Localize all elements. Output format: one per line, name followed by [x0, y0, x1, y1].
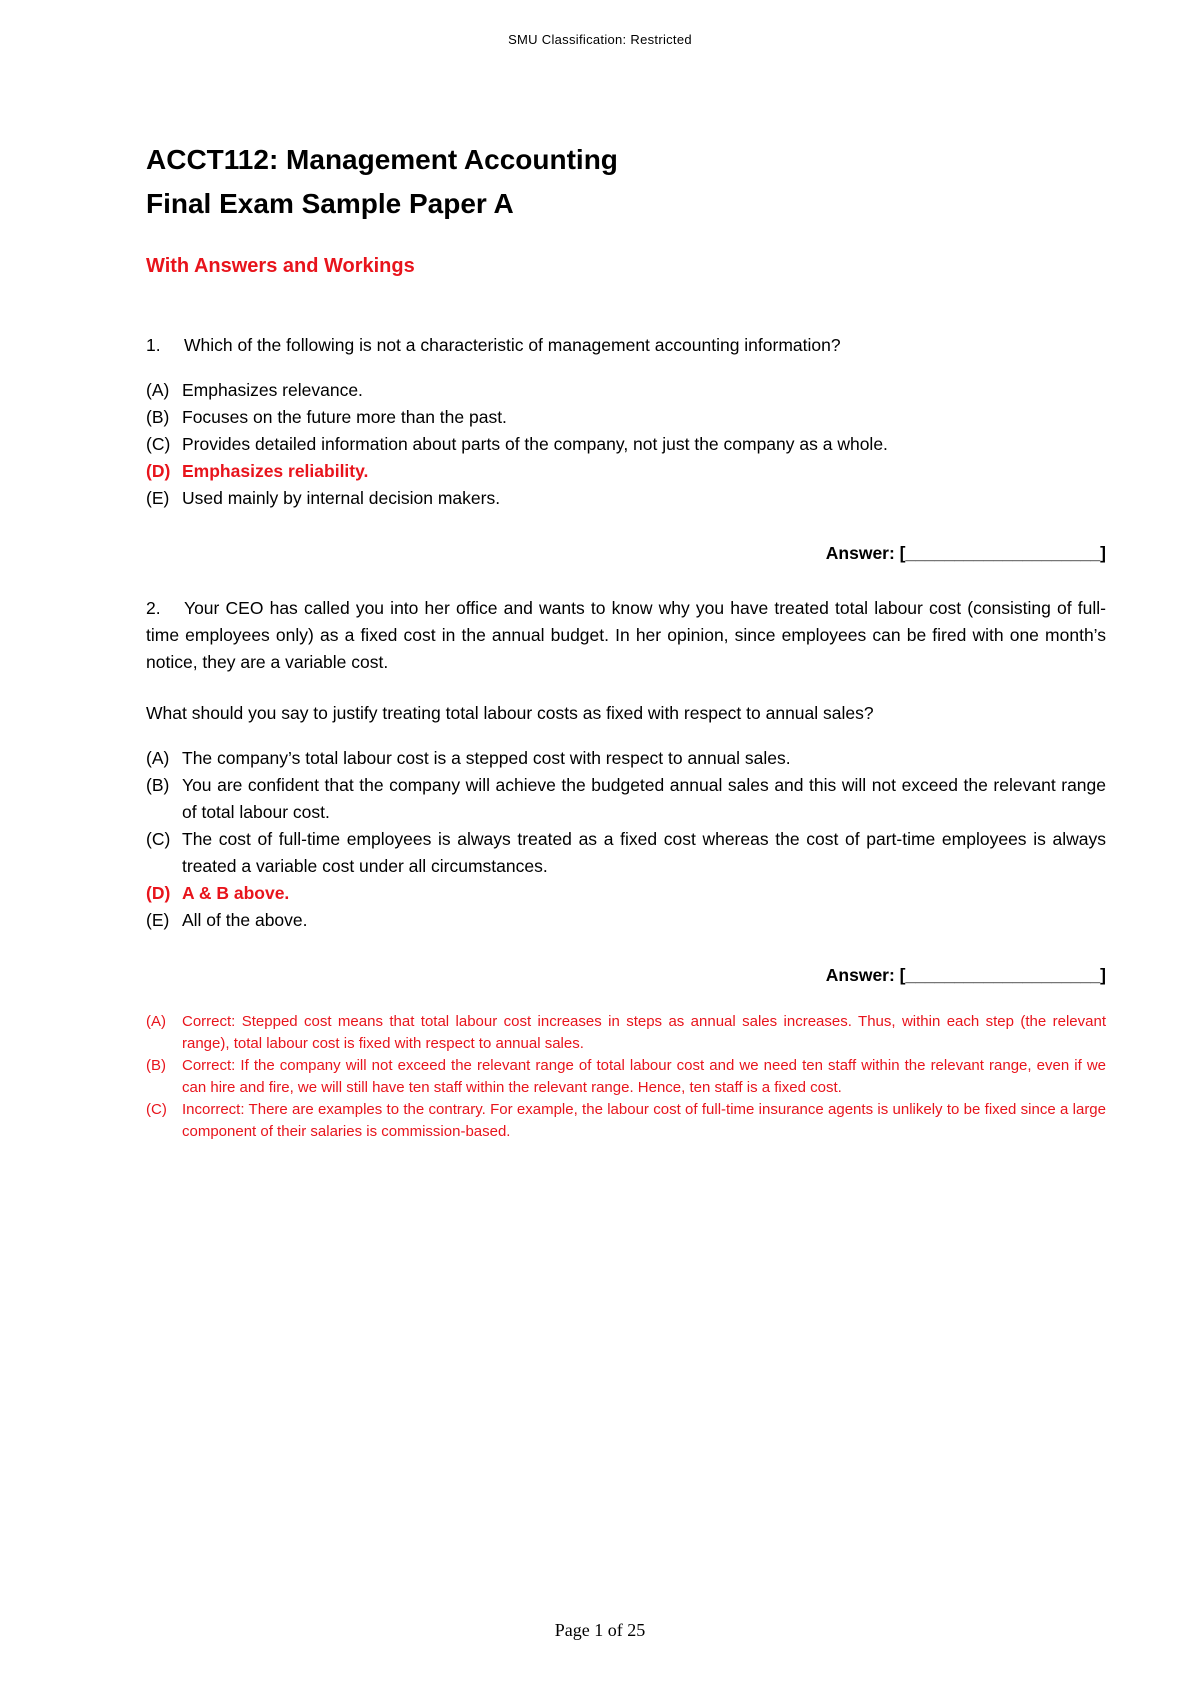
document-body: [146, 138, 1106, 1143]
working-text: Incorrect: There are examples to the contrary. For example, the labour cost of full-time insurance agents is unlikely to be fixed since a large component of their salaries is commission-based.: [182, 1101, 1106, 1140]
option-e: [146, 485, 1106, 512]
option-letter: (B): [146, 775, 170, 795]
option-e: [146, 907, 1106, 934]
question-number: 2.: [146, 598, 161, 618]
option-letter: (C): [146, 829, 171, 849]
option-letter: (E): [146, 488, 170, 508]
question-text: Your CEO has called you into her office and wants to know why you have treated total labour cost (consisting of full-time employees only) as a fixed cost in the annual budget. In her opinion, since employees can be fired with one month’s notice, they are a variable cost.: [146, 598, 1106, 672]
option-text: The cost of full-time employees is always treated as a fixed cost whereas the cost of part-time employees is always treated a variable cost under all circumstances.: [182, 829, 1106, 876]
option-a: [146, 745, 1106, 772]
classification-header: SMU Classification: Restricted: [508, 32, 692, 47]
answers-subtitle: With Answers and Workings: [146, 255, 415, 277]
option-text: The company’s total labour cost is a stepped cost with respect to annual sales.: [182, 748, 791, 768]
option-letter: (C): [146, 434, 171, 454]
question-2-prompt: What should you say to justify treating total labour costs as fixed with respect to annual sales?: [146, 703, 874, 723]
exam-title: Final Exam Sample Paper A: [146, 188, 514, 219]
option-text: All of the above.: [182, 910, 308, 930]
option-letter: (E): [146, 910, 170, 930]
working-c: [146, 1099, 1106, 1143]
working-a: [146, 1011, 1106, 1055]
option-text: Emphasizes relevance.: [182, 380, 363, 400]
option-text: Focuses on the future more than the past.: [182, 407, 507, 427]
option-letter: (B): [146, 407, 170, 427]
working-b: [146, 1055, 1106, 1099]
option-c: [146, 431, 1106, 458]
option-c: [146, 826, 1106, 880]
option-text: Emphasizes reliability.: [182, 461, 369, 481]
option-b: [146, 772, 1106, 826]
page-number: Page 1 of 25: [554, 1620, 646, 1640]
option-d-correct: [146, 880, 1106, 907]
option-letter: (A): [146, 380, 170, 400]
question-1: [146, 332, 1106, 359]
option-a: [146, 377, 1106, 404]
option-text: Provides detailed information about parts of the company, not just the company as a whole.: [182, 434, 888, 454]
option-d-correct: [146, 458, 1106, 485]
question-2: [146, 595, 1106, 676]
working-letter: (C): [146, 1101, 167, 1118]
answer-blank-2: Answer: [____________________]: [825, 965, 1106, 985]
option-text: Used mainly by internal decision makers.: [182, 488, 501, 508]
working-letter: (A): [146, 1013, 166, 1030]
working-text: Correct: Stepped cost means that total labour cost increases in steps as annual sales increases. Thus, within each step (the relevant range), total labour cost is fixed with respect to annual sales.: [182, 1013, 1106, 1052]
option-b: [146, 404, 1106, 431]
question-1-options: [146, 377, 1106, 512]
question-2-options: [146, 745, 1106, 934]
option-letter: (D): [146, 461, 171, 481]
answer-blank-1: Answer: [____________________]: [825, 543, 1106, 563]
question-2-workings: [146, 1011, 1106, 1143]
working-letter: (B): [146, 1057, 166, 1074]
course-title: ACCT112: Management Accounting: [146, 144, 618, 175]
option-letter: (A): [146, 748, 170, 768]
option-letter: (D): [146, 883, 171, 903]
option-text: You are confident that the company will achieve the budgeted annual sales and this will not exceed the relevant range of total labour cost.: [182, 775, 1106, 822]
option-text: A & B above.: [182, 883, 290, 903]
working-text: Correct: If the company will not exceed the relevant range of total labour cost and we need ten staff within the relevant range, even if we can hire and fire, we will still have ten staff within the relevant range. Hence, ten staff is a fixed cost.: [182, 1057, 1106, 1096]
question-number: 1.: [146, 335, 161, 355]
question-text: Which of the following is not a characteristic of management accounting information?: [184, 335, 841, 355]
